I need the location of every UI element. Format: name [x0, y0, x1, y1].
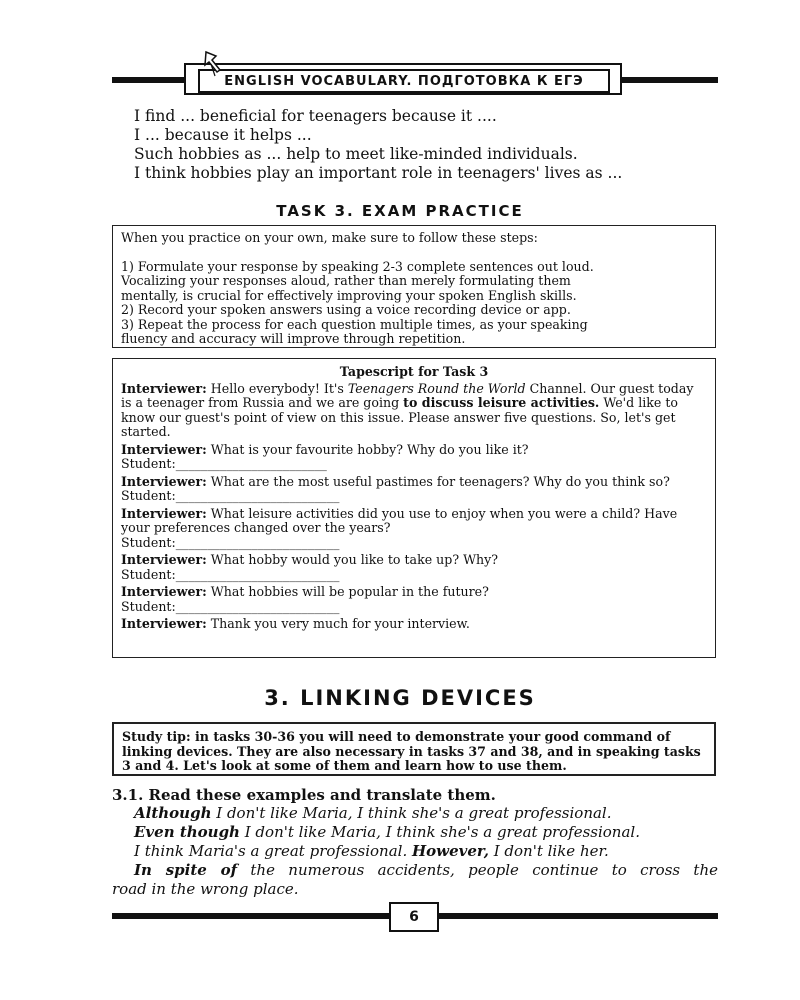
- steps-box: [112, 225, 716, 348]
- section-title: 3. LINKING DEVICES: [264, 686, 536, 710]
- step-line: Vocalizing your responses aloud, rather than merely formulating them: [121, 273, 571, 288]
- student-answer-line: Student:________________________: [121, 456, 327, 471]
- student-answer-line: Student:__________________________: [121, 534, 340, 550]
- useful-phrases: [134, 107, 622, 183]
- phrase-line: Such hobbies as ... help to meet like-minded individuals.: [134, 145, 578, 163]
- pushpin-icon: [202, 50, 224, 78]
- tapescript-title: Tapescript for Task 3: [339, 364, 489, 379]
- question-turn: Interviewer: What hobbies will be popular in the future? Student:__________________________: [121, 584, 489, 614]
- study-tip-box: Study tip: in tasks 30-36 you will need to demonstrate your good command of linking devices. They are also necessary in tasks 37 and 38, and in speaking tasks 3 and 4. Let's look at some of them and learn how to use them.: [112, 722, 716, 776]
- phrase-line: I ... because it helps ...: [134, 126, 312, 144]
- example-line: Although I don't like Maria, I think she's a great professional.: [134, 804, 612, 822]
- question-turn: Interviewer: What is your favourite hobby? Why do you like it? Student:________________________: [121, 441, 529, 471]
- interviewer-closing: Interviewer: Thank you very much for your interview.: [121, 616, 470, 631]
- example-line: In spite of the numerous accidents, people continue to cross the: [134, 861, 718, 879]
- example-line: road in the wrong place.: [112, 880, 299, 898]
- step-line: mentally, is crucial for effectively improving your spoken English skills.: [121, 287, 577, 303]
- question-turn: Interviewer: What leisure activities did you use to enjoy when you were a child? Have your preferences changed over the years? Student:__________________________: [121, 505, 678, 550]
- student-answer-line: Student:__________________________: [121, 598, 340, 614]
- step-line: 2) Record your spoken answers using a voice recording device or app.: [121, 302, 571, 317]
- tapescript-box: [112, 358, 716, 658]
- exercise-heading: 3.1. Read these examples and translate them.: [112, 786, 496, 804]
- student-answer-line: Student:__________________________: [121, 566, 340, 582]
- phrase-line: I find ... beneficial for teenagers because it ....: [134, 107, 497, 125]
- example-line: I think Maria's a great professional. However, I don't like her.: [134, 842, 609, 860]
- step-line: fluency and accuracy will improve through repetition.: [121, 331, 466, 346]
- task-title: TASK 3. EXAM PRACTICE: [276, 202, 524, 220]
- header-title: ENGLISH VOCABULARY. ПОДГОТОВКА К ЕГЭ: [198, 69, 610, 93]
- student-answer-line: Student:__________________________: [121, 488, 340, 503]
- step-line: 1) Formulate your response by speaking 2-3 complete sentences out loud.: [121, 258, 594, 274]
- interviewer-intro: Interviewer: Hello everybody! It's Teenagers Round the World Channel. Our guest today is a teenager from Russia and we are going to discuss leisure activities. We'd like to know our guest's point of view on this issue. Please answer five questions. So, let's get started.: [121, 380, 694, 439]
- step-line: 3) Repeat the process for each question multiple times, as your speaking: [121, 316, 588, 332]
- example-line: Even though I don't like Maria, I think she's a great professional.: [134, 823, 640, 841]
- phrase-line: I think hobbies play an important role in teenagers' lives as ...: [134, 164, 623, 182]
- steps-intro: When you practice on your own, make sure to follow these steps:: [121, 230, 538, 245]
- question-turn: Interviewer: What are the most useful pastimes for teenagers? Why do you think so? Student:__________________________: [121, 473, 670, 503]
- question-turn: Interviewer: What hobby would you like to take up? Why? Student:__________________________: [121, 552, 499, 582]
- page-number: 6: [389, 902, 439, 932]
- exercise-examples: [112, 804, 718, 899]
